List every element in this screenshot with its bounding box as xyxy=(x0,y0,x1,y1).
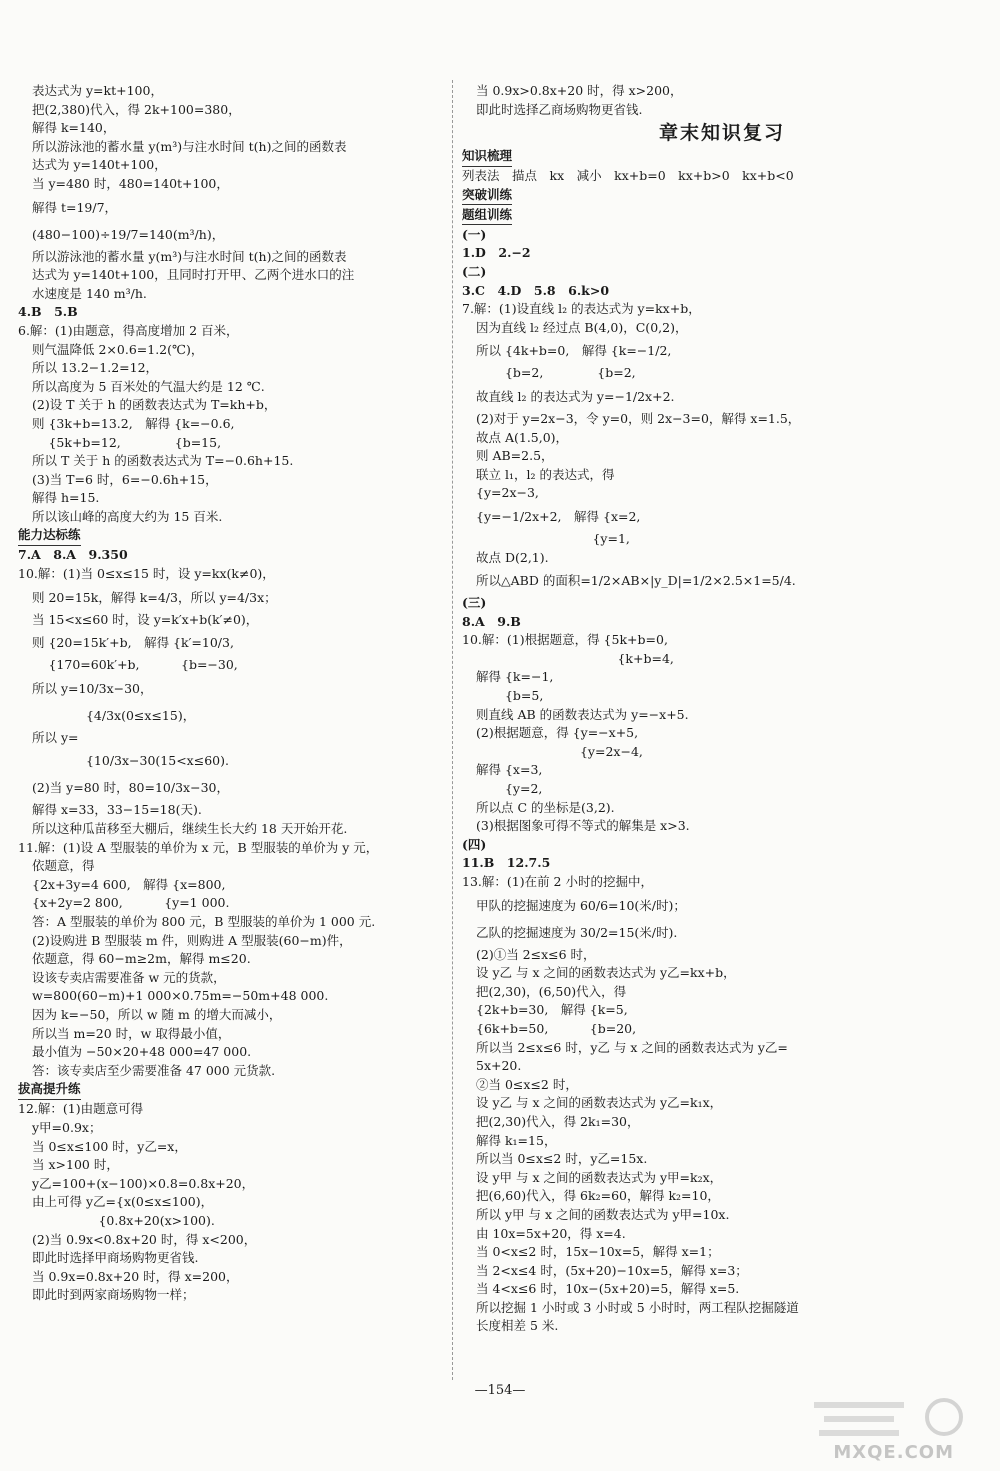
text-line: (2)当 0.9x<0.8x+20 时，得 x<200， xyxy=(32,1231,257,1247)
section-heading-wrap xyxy=(18,526,448,546)
text-line: (二) xyxy=(462,263,487,279)
text-line: 设 y甲 与 x 之间的函数表达式为 y甲=k₂x， xyxy=(476,1169,723,1185)
page-number: —154— xyxy=(474,1383,526,1398)
text-line: {170=60k′+b, {b=−30, xyxy=(32,657,238,673)
text-line: 10.解：(1)根据题意，得 {5k+b=0, xyxy=(462,632,668,648)
text-line: (一) xyxy=(462,226,487,242)
text-line: 列表法 描点 kx 减小 kx+b=0 kx+b>0 kx+b<0 xyxy=(462,168,794,184)
text-line: {0.8x+20(x>100). xyxy=(32,1212,215,1228)
text-line: 解得 k=140， xyxy=(32,120,116,136)
text-line: 则 20=15k，解得 k=4/3，所以 y=4/3x； xyxy=(32,589,277,605)
text-line: 所以游泳池的蓄水量 y(m³)与注水时间 t(h)之间的函数表 xyxy=(32,248,347,264)
text-line: 达式为 y=140t+100，且同时打开甲、乙两个进水口的注 xyxy=(32,267,355,283)
section-heading: 拔高提升练 xyxy=(18,1080,81,1100)
text-line: {6k+b=50, {b=20, xyxy=(476,1020,637,1036)
text-line: (480−100)÷19/7=140(m³/h)， xyxy=(32,226,225,242)
chapter-title: 章末知识复习 xyxy=(658,122,785,145)
section-heading-wrap xyxy=(462,147,982,167)
text-line: ②当 0≤x≤2 时， xyxy=(476,1076,578,1092)
text-line: 当 15<x≤60 时，设 y=k′x+b(k′≠0)， xyxy=(32,611,259,627)
text-line: 则 AB=2.5， xyxy=(476,448,554,464)
text-line: {x+2y=2 800, {y=1 000. xyxy=(32,895,230,911)
text-line: {10/3x−30(15<x≤60). xyxy=(32,753,229,769)
text-line: 答：该专卖店至少需要准备 47 000 元货款. xyxy=(32,1062,276,1078)
right-column xyxy=(462,82,982,1336)
text-line: {b=2, {b=2, xyxy=(476,365,636,381)
text-line: {y=1, xyxy=(476,530,630,546)
text-line: 11.解：(1)设 A 型服装的单价为 x 元，B 型服装的单价为 y 元， xyxy=(18,839,379,855)
text-line: 依题意，得 60−m≥2m，解得 m≤20. xyxy=(32,951,251,967)
text-line: 联立 l₁，l₂ 的表达式，得 xyxy=(476,466,615,482)
text-line: 把(2,30)代入，得 2k₁=30， xyxy=(476,1113,640,1129)
text-line: 把(6,60)代入，得 6k₂=60，解得 k₂=10， xyxy=(476,1188,720,1204)
section-heading-wrap xyxy=(18,1080,448,1100)
section-heading-wrap xyxy=(462,186,982,206)
text-line: 所以 13.2−1.2=12， xyxy=(32,360,159,376)
text-line: (2)当 y=80 时，80=10/3x−30， xyxy=(32,780,229,796)
text-line: {5k+b=12, {b=15, xyxy=(32,434,222,450)
text-line: 所以当 m=20 时，w 取得最小值， xyxy=(32,1025,231,1041)
text-line: 13.解：(1)在前 2 小时的挖掘中， xyxy=(462,874,653,889)
text-line: {2x+3y=4 600, 解得 {x=800, xyxy=(32,876,226,892)
text-line: 当 y=480 时，480=140t+100， xyxy=(32,175,229,191)
text-line: (3)当 T=6 时，6=−0.6h+15， xyxy=(32,471,218,487)
text-line: 设该专卖店需要准备 w 元的货款， xyxy=(32,969,226,985)
text-line: 所以挖掘 1 小时或 3 小时或 5 小时时，两工程队挖掘隧道 xyxy=(476,1299,799,1315)
text-line: 解得 x=33，33−15=18(天). xyxy=(32,802,202,818)
text-line: 所以 T 关于 h 的函数表达式为 T=−0.6h+15. xyxy=(32,453,294,469)
text-line: (2)对于 y=2x−3，令 y=0，则 2x−3=0，解得 x=1.5， xyxy=(476,410,801,426)
text-line: {2k+b=30, 解得 {k=5, xyxy=(476,1002,628,1018)
text-line: {y=2x−3, xyxy=(476,485,539,501)
text-line: 10.解：(1)当 0≤x≤15 时，设 y=kx(k≠0)， xyxy=(18,566,275,582)
text-line: {y=2, xyxy=(476,781,543,797)
text-line: 因为 k=−50，所以 w 随 m 的增大而减小， xyxy=(32,1006,282,1022)
text-line: 所以 y甲 与 x 之间的函数表达式为 y甲=10x. xyxy=(476,1206,730,1222)
text-line: 依题意，得 xyxy=(32,858,95,874)
text-line: 所以游泳池的蓄水量 y(m³)与注水时间 t(h)之间的函数表 xyxy=(32,138,347,154)
text-line: 表达式为 y=kt+100， xyxy=(32,83,163,98)
text-line: 所以当 2≤x≤6 时，y乙 与 x 之间的函数表达式为 y乙= xyxy=(476,1039,788,1055)
text-line: 解得 t=19/7， xyxy=(32,199,118,215)
text-line: 当 0<x≤2 时，15x−10x=5，解得 x=1； xyxy=(476,1244,720,1260)
text-line: 故点 A(1.5,0)， xyxy=(476,429,569,445)
watermark-url: MXQE.COM xyxy=(833,1442,954,1463)
text-line: 则直线 AB 的函数表达式为 y=−x+5. xyxy=(476,706,689,722)
text-line: 解得 h=15. xyxy=(32,490,100,506)
text-line: 则气温降低 2×0.6=1.2(℃)， xyxy=(32,341,204,357)
section-heading: 能力达标练 xyxy=(18,526,81,546)
text-line: 把(2,30)，(6,50)代入，得 xyxy=(476,983,627,999)
text-line: 所以当 0≤x≤2 时，y乙=15x. xyxy=(476,1151,648,1167)
text-line: 设 y乙 与 x 之间的函数表达式为 y乙=kx+b， xyxy=(476,965,736,981)
text-line: 所以这种瓜苗移至大棚后，继续生长大约 18 天开始开花. xyxy=(32,821,348,837)
text-line: 最小值为 −50×20+48 000=47 000. xyxy=(32,1044,252,1060)
text-line: (2)根据题意，得 {y=−x+5, xyxy=(476,725,639,741)
text-line: 当 0≤x≤100 时，y乙=x， xyxy=(32,1138,187,1154)
text-line: 6.解：(1)由题意，得高度增加 2 百米， xyxy=(18,322,239,338)
text-line: 所以 y= xyxy=(32,729,79,745)
text-line: {b=5, xyxy=(476,688,544,704)
text-line: 5x+20. xyxy=(476,1058,522,1074)
text-line: 乙队的挖掘速度为 30/2=15(米/时). xyxy=(476,924,678,940)
text-line: (三) xyxy=(462,595,487,611)
text-line: 达式为 y=140t+100， xyxy=(32,157,167,173)
text-line: 当 0.9x=0.8x+20 时，得 x=200， xyxy=(32,1268,239,1284)
watermark-logo xyxy=(794,1395,984,1467)
text-line: (四) xyxy=(462,836,487,852)
section-heading-wrap xyxy=(462,206,982,226)
section-heading: 知识梳理 xyxy=(462,147,512,167)
text-line: {4/3x(0≤x≤15)， xyxy=(32,707,196,723)
text-line: 答：A 型服装的单价为 800 元，B 型服装的单价为 1 000 元. xyxy=(32,914,376,929)
text-line: (2)①当 2≤x≤6 时， xyxy=(476,946,596,962)
text-line: 解得 {k=−1, xyxy=(476,669,554,685)
text-line: 当 2<x≤4 时，(5x+20)−10x=5，解得 x=3； xyxy=(476,1262,748,1278)
text-line: (2)设 T 关于 h 的函数表达式为 T=kh+b， xyxy=(32,397,277,413)
text-line: 即此时选择甲商场购物更省钱. xyxy=(32,1250,199,1266)
text-line: 所以△ABD 的面积=1/2×AB×|y_D|=1/2×2.5×1=5/4. xyxy=(476,573,796,589)
text-line: 解得 {x=3, xyxy=(476,762,543,778)
left-column xyxy=(18,82,448,1305)
text-line: 所以高度为 5 百米处的气温大约是 12 ℃. xyxy=(32,378,265,394)
text-line: 则 {3k+b=13.2, 解得 {k=−0.6, xyxy=(32,415,235,431)
section-heading: 突破训练 xyxy=(462,186,512,206)
text-line: 长度相差 5 米. xyxy=(476,1318,559,1334)
text-line: 设 y乙 与 x 之间的函数表达式为 y乙=k₁x， xyxy=(476,1095,723,1111)
text-line: 故直线 l₂ 的表达式为 y=−1/2x+2. xyxy=(476,388,675,404)
text-line: 即此时选择乙商场购物更省钱. xyxy=(476,101,643,117)
text-line: 7.解：(1)设直线 l₂ 的表达式为 y=kx+b， xyxy=(462,301,701,317)
text-line: 甲队的挖掘速度为 60/6=10(米/时)； xyxy=(476,897,686,913)
text-line: 所以该山峰的高度大约为 15 百米. xyxy=(32,508,223,524)
text-line: 1.D 2.−2 xyxy=(462,245,531,261)
text-line: 因为直线 l₂ 经过点 B(4,0)，C(0,2)， xyxy=(476,319,688,335)
text-line: 把(2,380)代入，得 2k+100=380， xyxy=(32,101,241,117)
text-line: 4.B 5.B xyxy=(18,304,78,320)
text-line: 当 x>100 时， xyxy=(32,1157,119,1173)
text-line: {y=2x−4, xyxy=(476,743,643,759)
text-line: 故点 D(2,1). xyxy=(476,549,549,565)
text-line: y乙=100+(x−100)×0.8=0.8x+20， xyxy=(32,1175,255,1191)
section-heading: 题组训练 xyxy=(462,206,512,226)
text-line: 则 {20=15k′+b, 解得 {k′=10/3, xyxy=(32,635,234,651)
text-line: {k+b=4, xyxy=(476,650,674,666)
text-line: 11.B 12.7.5 xyxy=(462,855,551,871)
column-divider xyxy=(452,80,453,1380)
text-line: 当 0.9x>0.8x+20 时，得 x>200， xyxy=(476,83,683,98)
text-line: (2)设购进 B 型服装 m 件，则购进 A 型服装(60−m)件， xyxy=(32,932,352,948)
text-line: (3)根据图象可得不等式的解集是 x>3. xyxy=(476,818,690,834)
text-line: 12.解：(1)由题意可得 xyxy=(18,1101,144,1117)
text-line: 当 4<x≤6 时，10x−(5x+20)=5，解得 x=5. xyxy=(476,1281,740,1297)
text-line: 由上可得 y乙={x(0≤x≤100)， xyxy=(32,1194,214,1210)
text-line: 解得 k₁=15， xyxy=(476,1132,557,1148)
text-line: 8.A 9.B xyxy=(462,613,521,629)
text-line: {y=−1/2x+2, 解得 {x=2, xyxy=(476,508,641,524)
text-line: 7.A 8.A 9.350 xyxy=(18,547,128,563)
text-line: 即此时到两家商场购物一样； xyxy=(32,1287,195,1303)
text-line: 所以点 C 的坐标是(3,2). xyxy=(476,799,615,815)
text-line: 3.C 4.D 5.8 6.k>0 xyxy=(462,282,610,298)
text-line: 所以 y=10/3x−30， xyxy=(32,680,153,696)
text-line: y甲=0.9x； xyxy=(32,1119,102,1135)
text-line: 水速度是 140 m³/h. xyxy=(32,285,147,301)
text-line: 所以 {4k+b=0, 解得 {k=−1/2, xyxy=(476,343,672,359)
text-line: w=800(60−m)+1 000×0.75m=−50m+48 000. xyxy=(32,988,329,1004)
text-line: 由 10x=5x+20，得 x=4. xyxy=(476,1225,626,1241)
